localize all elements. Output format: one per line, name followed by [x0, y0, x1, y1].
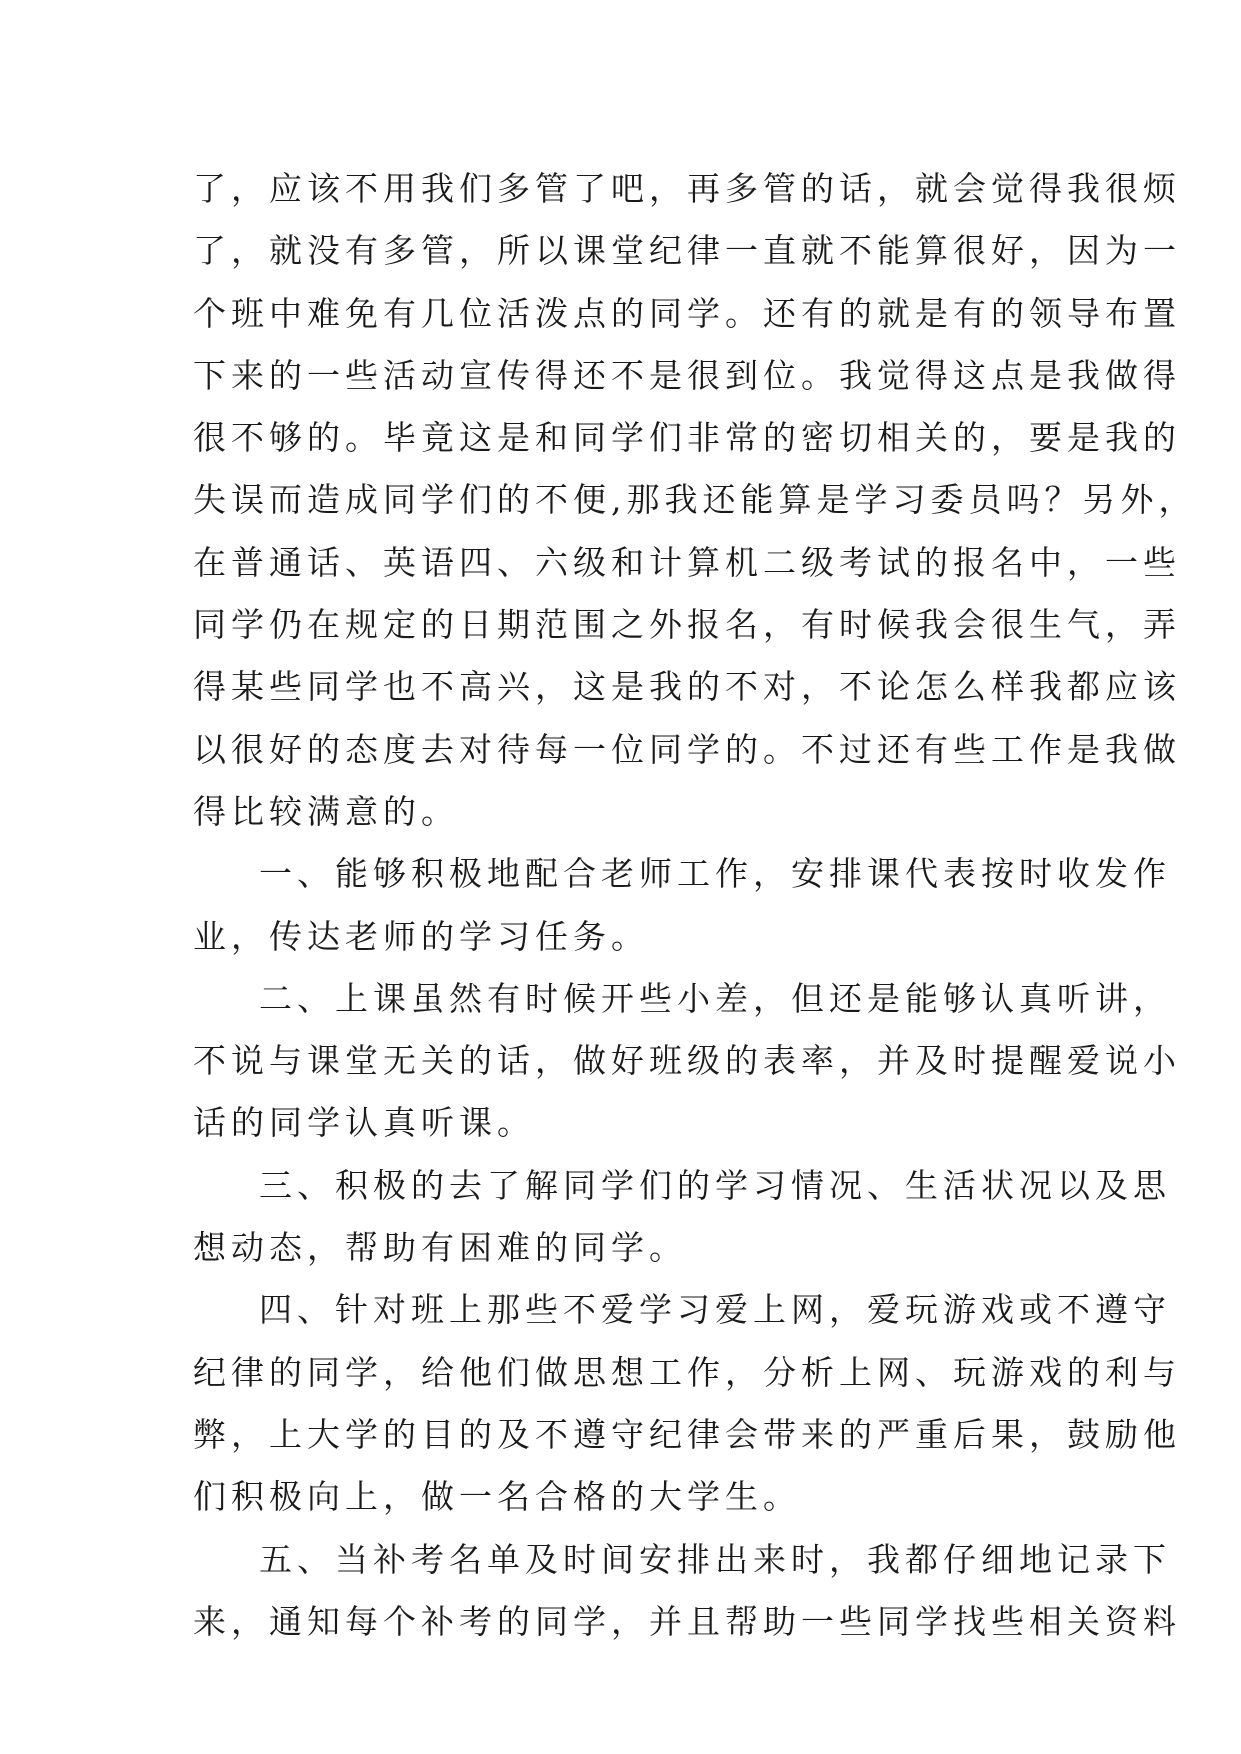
text-line: 失误而造成同学们的不便,那我还能算是学习委员吗？另外，: [193, 480, 1197, 520]
text-line: 弊，上大学的目的及不遵守纪律会带来的严重后果，鼓励他: [193, 1414, 1181, 1454]
text-line: 得比较满意的。: [193, 791, 459, 831]
text-line: 想动态，帮助有困难的同学。: [193, 1228, 687, 1268]
text-line: 不说与课堂无关的话，做好班级的表率，并及时提醒爱说小: [193, 1041, 1181, 1081]
text-line: 来，通知每个补考的同学，并且帮助一些同学找些相关资料: [193, 1601, 1181, 1641]
text-line: 个班中难免有几位活泼点的同学。还有的就是有的领导布置: [193, 293, 1181, 333]
list-item-4-line: 四、针对班上那些不爱学习爱上网，爱玩游戏或不遵守: [259, 1290, 1171, 1330]
text-line: 在普通话、英语四、六级和计算机二级考试的报名中，一些: [193, 542, 1181, 582]
text-line: 话的同学认真听课。: [193, 1103, 535, 1143]
text-line: 下来的一些活动宣传得还不是很到位。我觉得这点是我做得: [193, 355, 1181, 395]
text-line: 们积极向上，做一名合格的大学生。: [193, 1477, 801, 1517]
document-body: [193, 158, 1197, 1653]
text-line: 纪律的同学，给他们做思想工作，分析上网、玩游戏的利与: [193, 1352, 1181, 1392]
list-item-2-line: 二、上课虽然有时候开些小差，但还是能够认真听讲，: [259, 978, 1171, 1018]
list-item-5-line: 五、当补考名单及时间安排出来时，我都仔细地记录下: [259, 1539, 1171, 1579]
text-line: 得某些同学也不高兴，这是我的不对，不论怎么样我都应该: [193, 667, 1181, 707]
text-line: 同学仍在规定的日期范围之外报名，有时候我会很生气，弄: [193, 605, 1181, 645]
list-item-1-line: 一、能够积极地配合老师工作，安排课代表按时收发作: [259, 854, 1171, 894]
text-line: 了，应该不用我们多管了吧，再多管的话，就会觉得我很烦: [193, 169, 1181, 208]
text-line: 业，传达老师的学习任务。: [193, 916, 649, 956]
text-line: 很不够的。毕竟这是和同学们非常的密切相关的，要是我的: [193, 418, 1181, 458]
text-line: 了，就没有多管，所以课堂纪律一直就不能算很好，因为一: [193, 231, 1181, 271]
text-line: 以很好的态度去对待每一位同学的。不过还有些工作是我做: [193, 729, 1181, 769]
list-item-3-line: 三、积极的去了解同学们的学习情况、生活状况以及思: [259, 1165, 1171, 1205]
